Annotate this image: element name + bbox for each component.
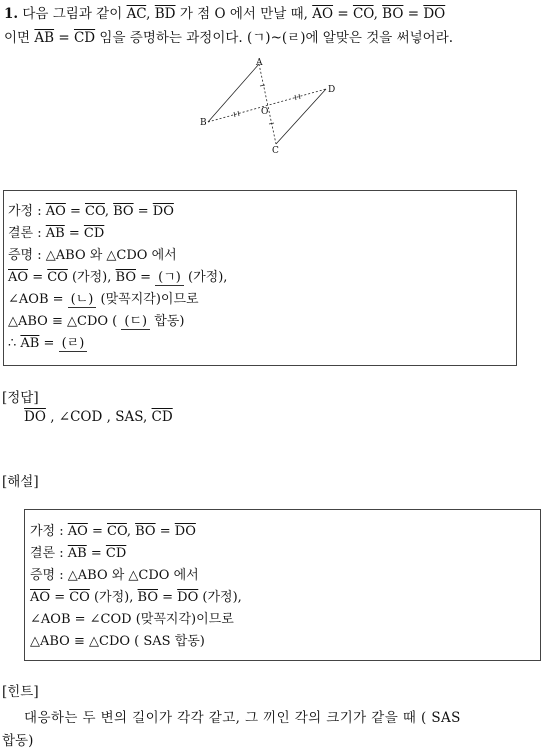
tick-mark xyxy=(299,94,300,99)
geometry-figure xyxy=(196,56,341,156)
segment-ao: $\overline{AO}$ xyxy=(8,270,29,285)
equals-sign: = xyxy=(58,30,70,46)
reason: (가정), xyxy=(188,270,228,285)
segment-bd-line xyxy=(208,89,326,122)
answer-values: , ∠COD , SAS, xyxy=(50,409,148,425)
problem-line-2 xyxy=(4,26,453,46)
angle-text: ∠AOB = xyxy=(8,292,64,307)
equals-sign: = xyxy=(43,336,55,351)
problem-text: 이면 xyxy=(4,30,31,46)
equals-sign: = xyxy=(69,204,81,219)
segment-cd-line xyxy=(276,89,326,144)
congruence-text: △ABO ≡ △CDO ( xyxy=(8,314,118,329)
proof-step-3 xyxy=(8,311,184,333)
reason: (가정), xyxy=(71,270,112,285)
segment-do: $\overline{DO}$ xyxy=(177,590,199,605)
hint-heading: [힌트] xyxy=(2,684,39,700)
equals-sign: = xyxy=(407,6,420,22)
problem-line-1: 1. 다음 그림과 같이 $\overline{AC}$, $\overline{BD}$ 가 점 O 에서 만날 때, $\overline{AO} = \overline{CO}$, $\overline{BO} = \overline{DO}$ xyxy=(4,6,446,22)
equals-sign: = xyxy=(68,226,80,241)
segment-ao: $\overline{AO}$ xyxy=(30,590,51,605)
reason: (맞꼭지각)이므로 xyxy=(100,292,199,307)
explanation-conclusion xyxy=(30,543,126,565)
equals-sign: = xyxy=(91,524,103,539)
equals-sign: = xyxy=(137,204,149,219)
segment-ab: $\overline{AB}$ xyxy=(34,30,55,46)
segment-cd: $\overline{CD}$ xyxy=(151,409,173,425)
segment-cd: $\overline{CD}$ xyxy=(83,226,105,241)
segment-bo: $\overline{BO}$ xyxy=(113,204,134,219)
proof-intro: 증명 : △ABO 와 △CDO 에서 xyxy=(8,248,177,263)
explanation-step-3: △ABO ≡ △CDO ( SAS 합동) xyxy=(30,634,205,649)
segment-do: $\overline{DO}$ xyxy=(24,409,46,425)
point-o-label: O xyxy=(261,107,269,117)
proof-step-2 xyxy=(8,289,199,311)
segment-ab: $\overline{AB}$ xyxy=(20,336,40,351)
segment-bo: $\overline{BO}$ xyxy=(115,270,136,285)
segment-ao: $\overline{AO}$ xyxy=(312,6,334,22)
equals-sign: = xyxy=(90,546,102,561)
segment-ao: $\overline{AO}$ xyxy=(45,204,66,219)
segment-co: $\overline{CO}$ xyxy=(85,204,105,219)
segment-bd: $\overline{BD}$ xyxy=(154,6,176,22)
problem-number: 1. xyxy=(4,6,19,22)
segment-co: $\overline{CO}$ xyxy=(69,590,90,605)
segment-co: $\overline{CO}$ xyxy=(352,6,374,22)
segment-do: $\overline{DO}$ xyxy=(423,6,446,22)
equals-sign: = xyxy=(54,590,66,605)
segment-ab: $\overline{AB}$ xyxy=(67,546,87,561)
explanation-intro: 증명 : △ABO 와 △CDO 에서 xyxy=(30,568,199,583)
label: 결론 : xyxy=(8,226,42,241)
point-c-label: C xyxy=(272,146,279,156)
problem-text: 가 점 O 에서 만날 때, xyxy=(179,6,308,22)
explanation-hypothesis: 가정 : $\overline{AO} = \overline{CO}$, $\overline{BO} = \overline{DO}$ xyxy=(30,524,196,539)
problem-text: 임을 증명하는 과정이다. (ㄱ)~(ㄹ)에 알맞은 것을 써넣어라. xyxy=(99,30,454,46)
tick-mark xyxy=(234,112,235,117)
answer-heading: [정답] xyxy=(2,390,39,406)
proof-hypothesis: 가정 : $\overline{AO} = \overline{CO}$, $\overline{BO} = \overline{DO}$ xyxy=(8,204,174,219)
point-a-label: A xyxy=(256,58,263,68)
tick-mark xyxy=(238,111,239,116)
segment-ab-line xyxy=(208,64,259,122)
equals-sign: = xyxy=(159,524,171,539)
segment-co: $\overline{CO}$ xyxy=(107,524,127,539)
label: 결론 : xyxy=(30,546,64,561)
therefore-symbol: ∴ xyxy=(8,336,17,351)
tick-mark xyxy=(260,85,265,86)
segment-ac: $\overline{AC}$ xyxy=(126,6,147,22)
segment-cd: $\overline{CD}$ xyxy=(105,546,127,561)
label: 가정 : xyxy=(30,524,64,539)
problem-text: 다음 그림과 같이 xyxy=(22,6,123,22)
explanation-heading: [해설] xyxy=(2,474,39,490)
explanation-step-2: ∠AOB = ∠COD (맞꼭지각)이므로 xyxy=(30,612,234,627)
proof-step-4 xyxy=(8,333,87,355)
segment-bo: $\overline{BO}$ xyxy=(382,6,404,22)
segment-do: $\overline{DO}$ xyxy=(174,524,196,539)
blank-1: (ㄱ) xyxy=(155,271,184,286)
segment-bo: $\overline{BO}$ xyxy=(135,524,156,539)
equals-sign: = xyxy=(337,6,349,22)
equals-sign: = xyxy=(32,270,44,285)
hint-line-2: 합동) xyxy=(2,733,34,749)
tick-mark xyxy=(295,95,296,100)
segment-cd: $\overline{CD}$ xyxy=(73,30,96,46)
blank-4: (ㄹ) xyxy=(59,337,88,352)
segment-ab: $\overline{AB}$ xyxy=(45,226,65,241)
equals-sign: = xyxy=(162,590,174,605)
proof-step-1 xyxy=(8,267,227,289)
label: 가정 : xyxy=(8,204,42,219)
hint-line-1: 대응하는 두 변의 길이가 각각 같고, 그 끼인 각의 크기가 같을 때 ( SAS xyxy=(24,710,461,726)
point-b-label: B xyxy=(200,118,207,128)
explanation-step-1 xyxy=(30,587,242,609)
segment-bo: $\overline{BO}$ xyxy=(137,590,158,605)
reason: 합동) xyxy=(154,314,185,329)
blank-3: (ㄷ) xyxy=(121,315,150,330)
point-d-label: D xyxy=(328,85,336,95)
answer-text xyxy=(24,409,173,425)
reason: (가정), xyxy=(93,590,134,605)
segment-ao: $\overline{AO}$ xyxy=(67,524,88,539)
segment-do: $\overline{DO}$ xyxy=(152,204,174,219)
blank-2: (ㄴ) xyxy=(68,293,97,308)
proof-conclusion xyxy=(8,223,104,245)
equals-sign: = xyxy=(140,270,152,285)
reason: (가정), xyxy=(202,590,242,605)
segment-ac-line xyxy=(259,64,276,144)
segment-co: $\overline{CO}$ xyxy=(47,270,68,285)
tick-mark xyxy=(269,123,274,124)
